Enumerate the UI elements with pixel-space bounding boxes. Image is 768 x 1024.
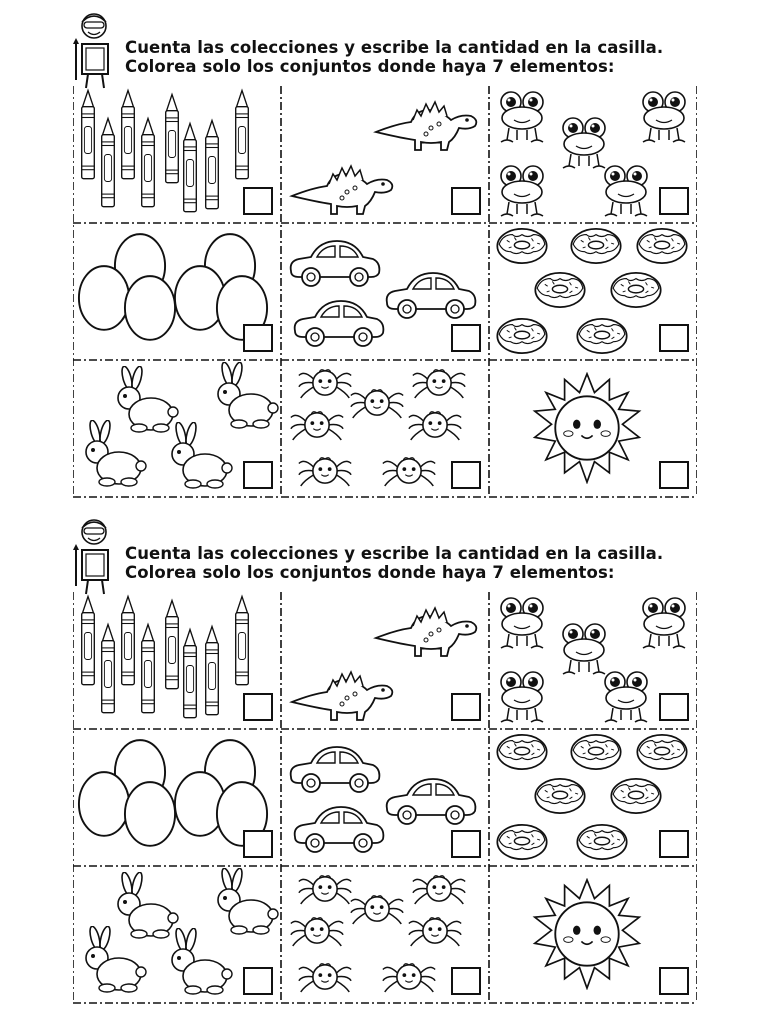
worksheet-top (0, 6, 768, 506)
worksheet-bottom (0, 512, 768, 1012)
instruction-line-2: Colorea solo los conjuntos donde haya 7 elementos: (125, 57, 615, 76)
collections-grid (73, 86, 697, 498)
child-mascot-icon (70, 10, 118, 90)
cut-lines (73, 592, 697, 1004)
instruction-line-2: Colorea solo los conjuntos donde haya 7 elementos: (125, 563, 615, 582)
instruction-line-1: Cuenta las colecciones y escribe la cantidad en la casilla. (125, 544, 664, 563)
instructions (125, 544, 663, 582)
collections-grid (73, 592, 697, 1004)
child-mascot-icon (70, 516, 118, 596)
instructions (125, 38, 663, 76)
cut-lines (73, 86, 697, 498)
instruction-line-1: Cuenta las colecciones y escribe la cantidad en la casilla. (125, 38, 664, 57)
